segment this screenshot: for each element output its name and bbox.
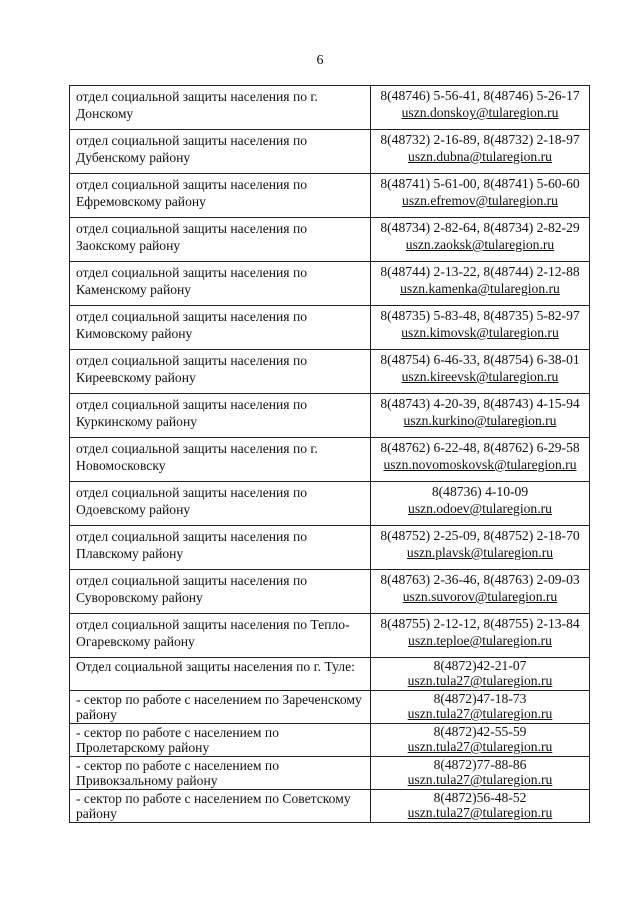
phone-numbers: 8(4872)42-21-07 xyxy=(433,658,527,673)
department-name: отдел социальной защиты населения по Тепло-Огаревскому району xyxy=(70,614,371,658)
table-row xyxy=(70,86,590,130)
contact-cell xyxy=(371,306,590,350)
contacts-table xyxy=(69,85,590,823)
email-link[interactable]: uszn.kamenka@tularegion.ru xyxy=(400,281,560,296)
email-link[interactable]: uszn.kurkino@tularegion.ru xyxy=(403,413,557,428)
email-link[interactable]: uszn.efremov@tularegion.ru xyxy=(402,193,558,208)
table-row xyxy=(70,757,590,790)
phone-numbers: 8(48736) 4-10-09 xyxy=(431,484,529,499)
phone-numbers: 8(48734) 2-82-64, 8(48734) 2-82-29 xyxy=(380,220,580,235)
table-row xyxy=(70,724,590,757)
phone-numbers: 8(4872)42-55-59 xyxy=(433,724,527,739)
table-row xyxy=(70,306,590,350)
table-row xyxy=(70,438,590,482)
department-name: отдел социальной защиты населения по Суворовскому району xyxy=(70,570,371,614)
contact-cell xyxy=(371,757,590,790)
phone-numbers: 8(48755) 2-12-12, 8(48755) 2-13-84 xyxy=(380,616,580,631)
phone-numbers: 8(48762) 6-22-48, 8(48762) 6-29-58 xyxy=(380,440,580,455)
department-name: отдел социальной защиты населения по Куркинскому району xyxy=(70,394,371,438)
department-name: отдел социальной защиты населения по г. Донскому xyxy=(70,86,371,130)
contact-cell xyxy=(371,614,590,658)
phone-numbers: 8(48752) 2-25-09, 8(48752) 2-18-70 xyxy=(380,528,580,543)
table-row xyxy=(70,130,590,174)
email-link[interactable]: uszn.tula27@tularegion.ru xyxy=(407,739,553,754)
phone-numbers: 8(48732) 2-16-89, 8(48732) 2-18-97 xyxy=(380,132,580,147)
department-name: отдел социальной защиты населения по Кимовскому району xyxy=(70,306,371,350)
table-row xyxy=(70,691,590,724)
phone-numbers: 8(48743) 4-20-39, 8(48743) 4-15-94 xyxy=(380,396,580,411)
table-row xyxy=(70,174,590,218)
contact-cell xyxy=(371,790,590,823)
table-row xyxy=(70,526,590,570)
department-name: - сектор по работе с населением по Советскому району xyxy=(70,790,371,823)
email-link[interactable]: uszn.donskoy@tularegion.ru xyxy=(401,105,559,120)
department-name: отдел социальной защиты населения по Одоевскому району xyxy=(70,482,371,526)
department-name: - сектор по работе с населением по Пролетарскому району xyxy=(70,724,371,757)
phone-numbers: 8(48746) 5-56-41, 8(48746) 5-26-17 xyxy=(380,88,580,103)
phone-numbers: 8(48763) 2-36-46, 8(48763) 2-09-03 xyxy=(380,572,580,587)
table-row xyxy=(70,614,590,658)
table-row xyxy=(70,350,590,394)
contact-cell xyxy=(371,526,590,570)
department-name: Отдел социальной защиты населения по г. Туле: xyxy=(70,658,371,691)
phone-numbers: 8(4872)56-48-52 xyxy=(433,790,527,805)
department-name: отдел социальной защиты населения по г. Новомосковску xyxy=(70,438,371,482)
contact-cell xyxy=(371,86,590,130)
contact-cell xyxy=(371,570,590,614)
email-link[interactable]: uszn.tula27@tularegion.ru xyxy=(407,673,553,688)
contact-cell xyxy=(371,438,590,482)
contact-cell xyxy=(371,130,590,174)
contact-cell xyxy=(371,658,590,691)
phone-numbers: 8(4872)47-18-73 xyxy=(433,691,527,706)
table-row xyxy=(70,262,590,306)
email-link[interactable]: uszn.novomoskovsk@tularegion.ru xyxy=(383,457,577,472)
department-name: - сектор по работе с населением по Зареченскому району xyxy=(70,691,371,724)
contact-cell xyxy=(371,350,590,394)
email-link[interactable]: uszn.odoev@tularegion.ru xyxy=(408,501,552,516)
phone-numbers: 8(48754) 6-46-33, 8(48754) 6-38-01 xyxy=(380,352,580,367)
department-name: - сектор по работе с населением по Привокзальному району xyxy=(70,757,371,790)
department-name: отдел социальной защиты населения по Заокскому району xyxy=(70,218,371,262)
phone-numbers: 8(48744) 2-13-22, 8(48744) 2-12-88 xyxy=(380,264,580,279)
email-link[interactable]: uszn.dubna@tularegion.ru xyxy=(408,149,552,164)
table-row xyxy=(70,570,590,614)
contact-cell xyxy=(371,394,590,438)
department-name: отдел социальной защиты населения по Киреевскому району xyxy=(70,350,371,394)
email-link[interactable]: uszn.teploe@tularegion.ru xyxy=(408,633,552,648)
table-row xyxy=(70,790,590,823)
department-name: отдел социальной защиты населения по Ефремовскому району xyxy=(70,174,371,218)
table-row xyxy=(70,218,590,262)
page-number: 6 xyxy=(316,53,324,68)
phone-numbers: 8(48735) 5-83-48, 8(48735) 5-82-97 xyxy=(380,308,580,323)
email-link[interactable]: uszn.plavsk@tularegion.ru xyxy=(406,545,554,560)
table-row xyxy=(70,482,590,526)
phone-numbers: 8(4872)77-88-86 xyxy=(433,757,527,772)
phone-numbers: 8(48741) 5-61-00, 8(48741) 5-60-60 xyxy=(380,176,580,191)
email-link[interactable]: uszn.tula27@tularegion.ru xyxy=(407,772,553,787)
contact-cell xyxy=(371,174,590,218)
department-name: отдел социальной защиты населения по Плавскому району xyxy=(70,526,371,570)
email-link[interactable]: uszn.tula27@tularegion.ru xyxy=(407,706,553,721)
contact-cell xyxy=(371,724,590,757)
table-row xyxy=(70,658,590,691)
contact-cell xyxy=(371,482,590,526)
contact-cell xyxy=(371,218,590,262)
department-name: отдел социальной защиты населения по Дубенскому району xyxy=(70,130,371,174)
contact-cell xyxy=(371,691,590,724)
email-link[interactable]: uszn.kireevsk@tularegion.ru xyxy=(401,369,559,384)
contacts-table-body xyxy=(70,86,590,823)
table-row xyxy=(70,394,590,438)
email-link[interactable]: uszn.tula27@tularegion.ru xyxy=(407,805,553,820)
email-link[interactable]: uszn.kimovsk@tularegion.ru xyxy=(401,325,559,340)
email-link[interactable]: uszn.zaoksk@tularegion.ru xyxy=(405,237,555,252)
department-name: отдел социальной защиты населения по Каменскому району xyxy=(70,262,371,306)
email-link[interactable]: uszn.suvorov@tularegion.ru xyxy=(402,589,558,604)
contact-cell xyxy=(371,262,590,306)
